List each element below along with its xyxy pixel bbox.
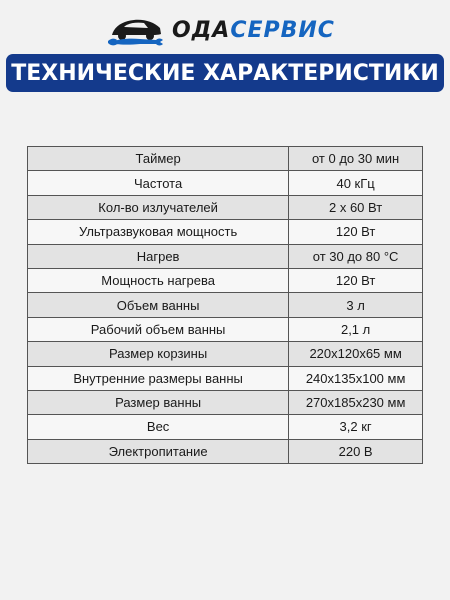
spec-name: Ультразвуковая мощность [28,220,289,244]
table-row [28,342,423,366]
spec-value: 220х120х65 мм [289,342,423,366]
table-row [28,415,423,439]
spec-name: Таймер [28,147,289,171]
spec-value: 220 В [289,439,423,463]
table-row [28,439,423,463]
spec-name: Рабочий объем ванны [28,317,289,341]
table-row [28,268,423,292]
spec-value: от 30 до 80 °С [289,244,423,268]
spec-name: Объем ванны [28,293,289,317]
spec-name: Вес [28,415,289,439]
brand-name-part2: СЕРВИС [230,18,335,43]
table-row [28,147,423,171]
spec-value: 3,2 кг [289,415,423,439]
title-banner [6,54,444,92]
spec-value: 120 Вт [289,220,423,244]
spec-value: 40 кГц [289,171,423,195]
spec-value: 270х185х230 мм [289,390,423,414]
table-row [28,244,423,268]
spec-name: Нагрев [28,244,289,268]
spec-name: Размер ванны [28,390,289,414]
spec-name: Внутренние размеры ванны [28,366,289,390]
page-title: ТЕХНИЧЕСКИЕ ХАРАКТЕРИСТИКИ [11,60,439,86]
table-row [28,390,423,414]
table-row [28,366,423,390]
brand-name [172,20,335,42]
spec-name: Размер корзины [28,342,289,366]
brand-name-part1: ОДА [172,18,231,43]
spec-value: 120 Вт [289,268,423,292]
spec-value: 3 л [289,293,423,317]
spec-value: 2,1 л [289,317,423,341]
spec-value: 240х135х100 мм [289,366,423,390]
table-row [28,220,423,244]
table-row [28,195,423,219]
table-row [28,317,423,341]
spec-value: 2 х 60 Вт [289,195,423,219]
spec-value: от 0 до 30 мин [289,147,423,171]
spec-name: Электропитание [28,439,289,463]
table-row [28,171,423,195]
spec-name: Кол-во излучателей [28,195,289,219]
brand-logo [106,13,335,49]
spec-name: Частота [28,171,289,195]
table-row [28,293,423,317]
spec-name: Мощность нагрева [28,268,289,292]
spec-table [27,146,423,464]
car-wrench-logo-icon [106,13,164,49]
